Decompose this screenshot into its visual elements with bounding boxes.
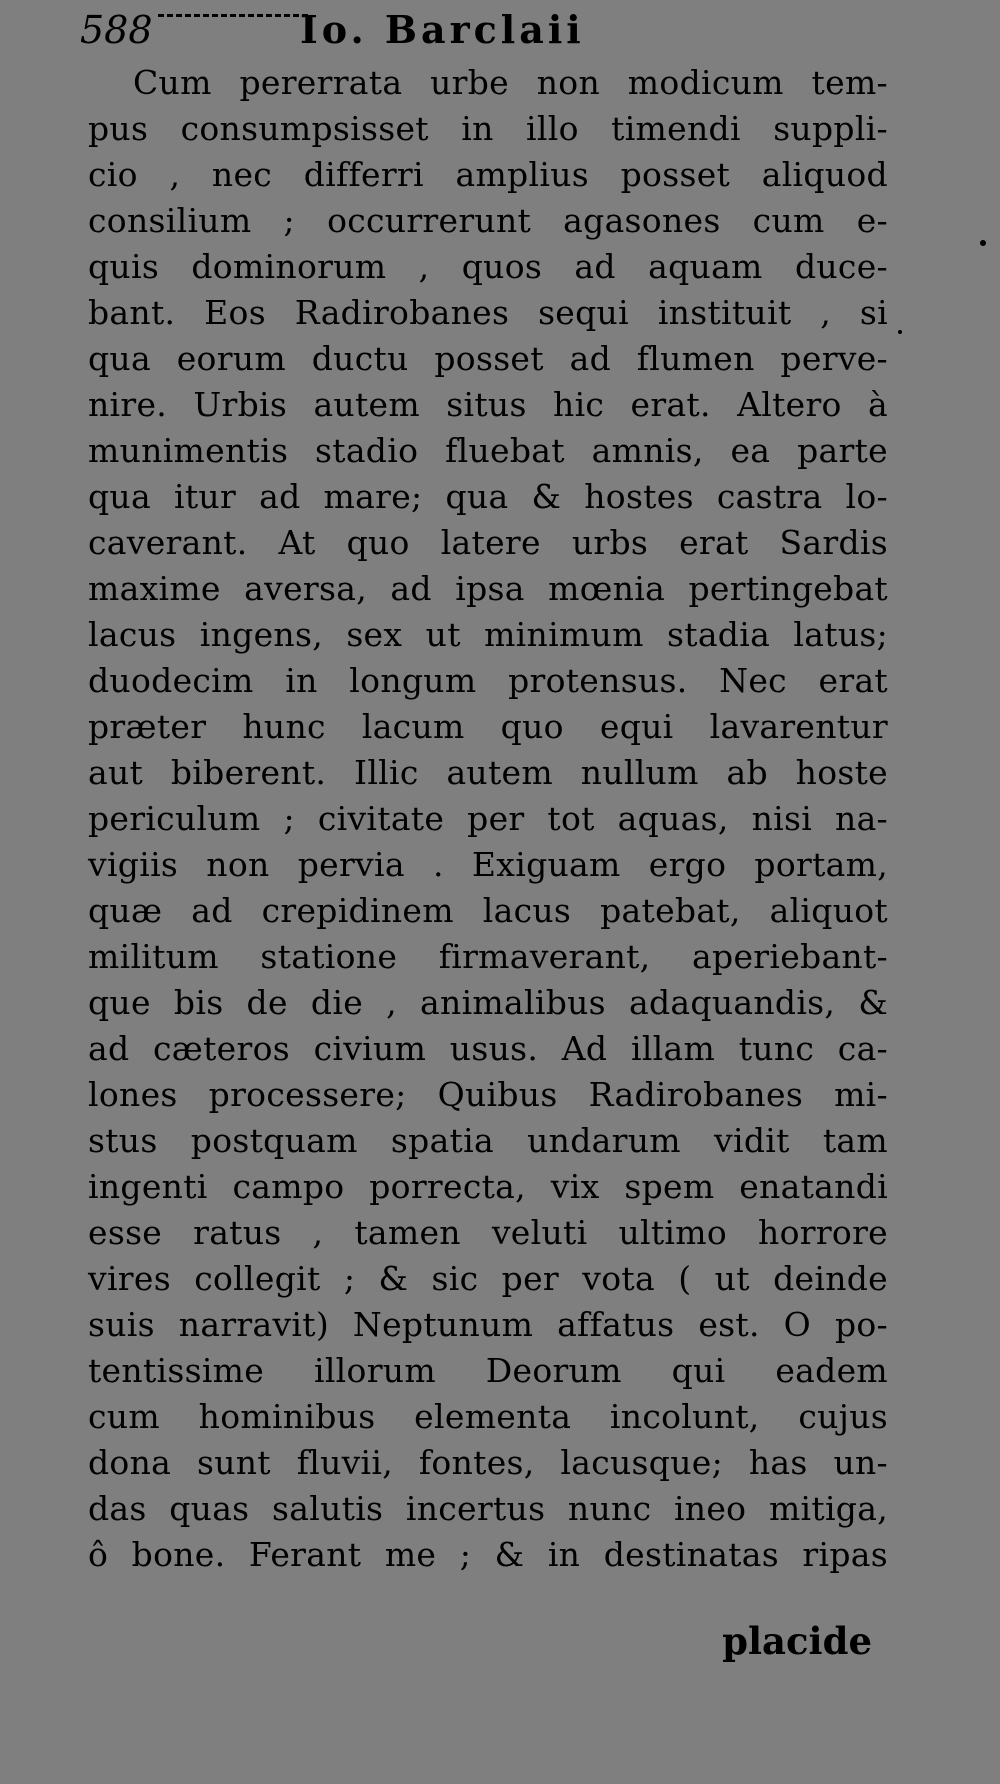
text-line: nire. Urbis autem situs hic erat. Altero à (88, 385, 888, 424)
body-text (88, 60, 888, 1578)
text-line: cum hominibus elementa incolunt, cujus (88, 1397, 888, 1436)
text-line: bant. Eos Radirobanes sequi instituit , si (88, 293, 888, 332)
text-line: suis narravit) Neptunum affatus est. O po- (88, 1305, 888, 1344)
text-line: lacus ingens, sex ut minimum stadia latus; (88, 615, 888, 654)
text-line: ô bone. Ferant me ; & in destinatas ripas (88, 1535, 888, 1574)
page-number: 588 (80, 8, 153, 52)
text-line: vigiis non pervia . Exiguam ergo portam, (88, 845, 888, 884)
text-line: vires collegit ; & sic per vota ( ut deinde (88, 1259, 888, 1298)
text-line: quis dominorum , quos ad aquam duce- (88, 247, 888, 286)
text-line: munimentis stadio fluebat amnis, ea parte (88, 431, 888, 470)
text-line: periculum ; civitate per tot aquas, nisi na- (88, 799, 888, 838)
header-rule (158, 14, 308, 25)
ink-speck (980, 240, 986, 246)
text-line: caverant. At quo latere urbs erat Sardis (88, 523, 888, 562)
running-head: Io. Barclaii (300, 7, 585, 52)
text-line: militum statione firmaverant, aperiebant- (88, 937, 888, 976)
page-header (80, 4, 940, 64)
text-line: ad cæteros civium usus. Ad illam tunc ca- (88, 1029, 888, 1068)
text-line: consilium ; occurrerunt agasones cum e- (88, 201, 888, 240)
text-line: aut biberent. Illic autem nullum ab hoste (88, 753, 888, 792)
text-line: das quas salutis incertus nunc ineo mitiga, (88, 1489, 888, 1528)
text-line: duodecim in longum protensus. Nec erat (88, 661, 888, 700)
ink-speck (898, 330, 902, 334)
text-line: qua eorum ductu posset ad flumen perve- (88, 339, 888, 378)
text-line: lones processere; Quibus Radirobanes mi- (88, 1075, 888, 1114)
text-line: ingenti campo porrecta, vix spem enatandi (88, 1167, 888, 1206)
text-line: esse ratus , tamen veluti ultimo horrore (88, 1213, 888, 1252)
text-line: tentissime illorum Deorum qui eadem (88, 1351, 888, 1390)
text-line: dona sunt fluvii, fontes, lacusque; has un- (88, 1443, 888, 1482)
text-line: qua itur ad mare; qua & hostes castra lo- (88, 477, 888, 516)
catchword: placide (722, 1619, 872, 1663)
text-line: quæ ad crepidinem lacus patebat, aliquot (88, 891, 888, 930)
text-line: Cum pererrata urbe non modicum tem- (133, 63, 888, 102)
text-line: pus consumpsisset in illo timendi suppli- (88, 109, 888, 148)
text-line: maxime aversa, ad ipsa mœnia pertingebat (88, 569, 888, 608)
text-line: stus postquam spatia undarum vidit tam (88, 1121, 888, 1160)
text-line: præter hunc lacum quo equi lavarentur (88, 707, 888, 746)
text-line: cio , nec differri amplius posset aliquod (88, 155, 888, 194)
text-line: que bis de die , animalibus adaquandis, & (88, 983, 888, 1022)
